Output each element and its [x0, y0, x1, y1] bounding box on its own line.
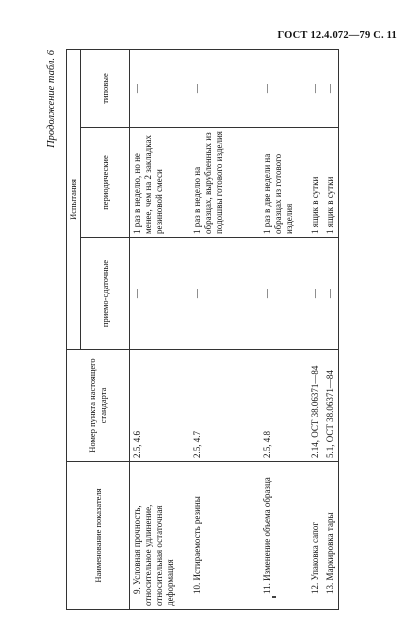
row-type: — [323, 50, 339, 128]
header-name: Наименование показателя [67, 462, 130, 610]
row-name: 12. Упаковка сапог [308, 462, 323, 610]
tests-table [66, 49, 339, 610]
table-row [323, 50, 339, 610]
header-tests-group: Испытания [67, 50, 81, 350]
row-acceptance: — [190, 238, 260, 350]
row-clause: 5.1, ОСТ 38.06371—84 [323, 350, 339, 462]
header-type: типовые [81, 50, 130, 128]
row-clause: 2.5, 4.8 [260, 350, 308, 462]
row-acceptance: — [323, 238, 339, 350]
row-type: — [130, 50, 191, 128]
row-type: — [308, 50, 323, 128]
row-periodic: 1 ящик в сутки [323, 128, 339, 238]
row-type: — [190, 50, 260, 128]
row-acceptance: — [308, 238, 323, 350]
page-header: ГОСТ 12.4.072—79 С. 11 [277, 30, 397, 41]
header-periodic: периодические [81, 128, 130, 238]
row-name: 10. Истираемость резины [190, 462, 260, 610]
rotated-table-block [44, 50, 344, 610]
row-acceptance: — [260, 238, 308, 350]
table-continuation-label: Продолжение табл. 6 [46, 50, 57, 148]
table-row [260, 50, 308, 610]
table-row [190, 50, 260, 610]
row-clause: 2.5, 4.7 [190, 350, 260, 462]
row-type: — [260, 50, 308, 128]
row-name: 9. Условная прочность, относительное удлинение, относительная остаточная деформация [130, 462, 191, 610]
table-row [308, 50, 323, 610]
row-name: 11. Изменение объема образца [260, 462, 308, 610]
row-clause: 2.14, ОСТ 38.06371—84 [308, 350, 323, 462]
row-periodic: 1 раз в неделю, но не менее, чем на 2 закладках резиновой смеси [130, 128, 191, 238]
header-acceptance: приемо-сдаточные [81, 238, 130, 350]
row-periodic: 1 раз в неделю на образцах, вырубленных из подошвы готового изделия [190, 128, 260, 238]
header-clause: Номер пункта настоящего стандарта [67, 350, 130, 462]
row-clause: 2.5, 4.6 [130, 350, 191, 462]
row-periodic: 1 ящик в сутки [308, 128, 323, 238]
row-name: 13. Маркировка тары [323, 462, 339, 610]
row-acceptance: — [130, 238, 191, 350]
page-end-mark [272, 596, 276, 598]
table-row [130, 50, 191, 610]
row-periodic: 1 раз в две недели на образцах из готового изделия [260, 128, 308, 238]
